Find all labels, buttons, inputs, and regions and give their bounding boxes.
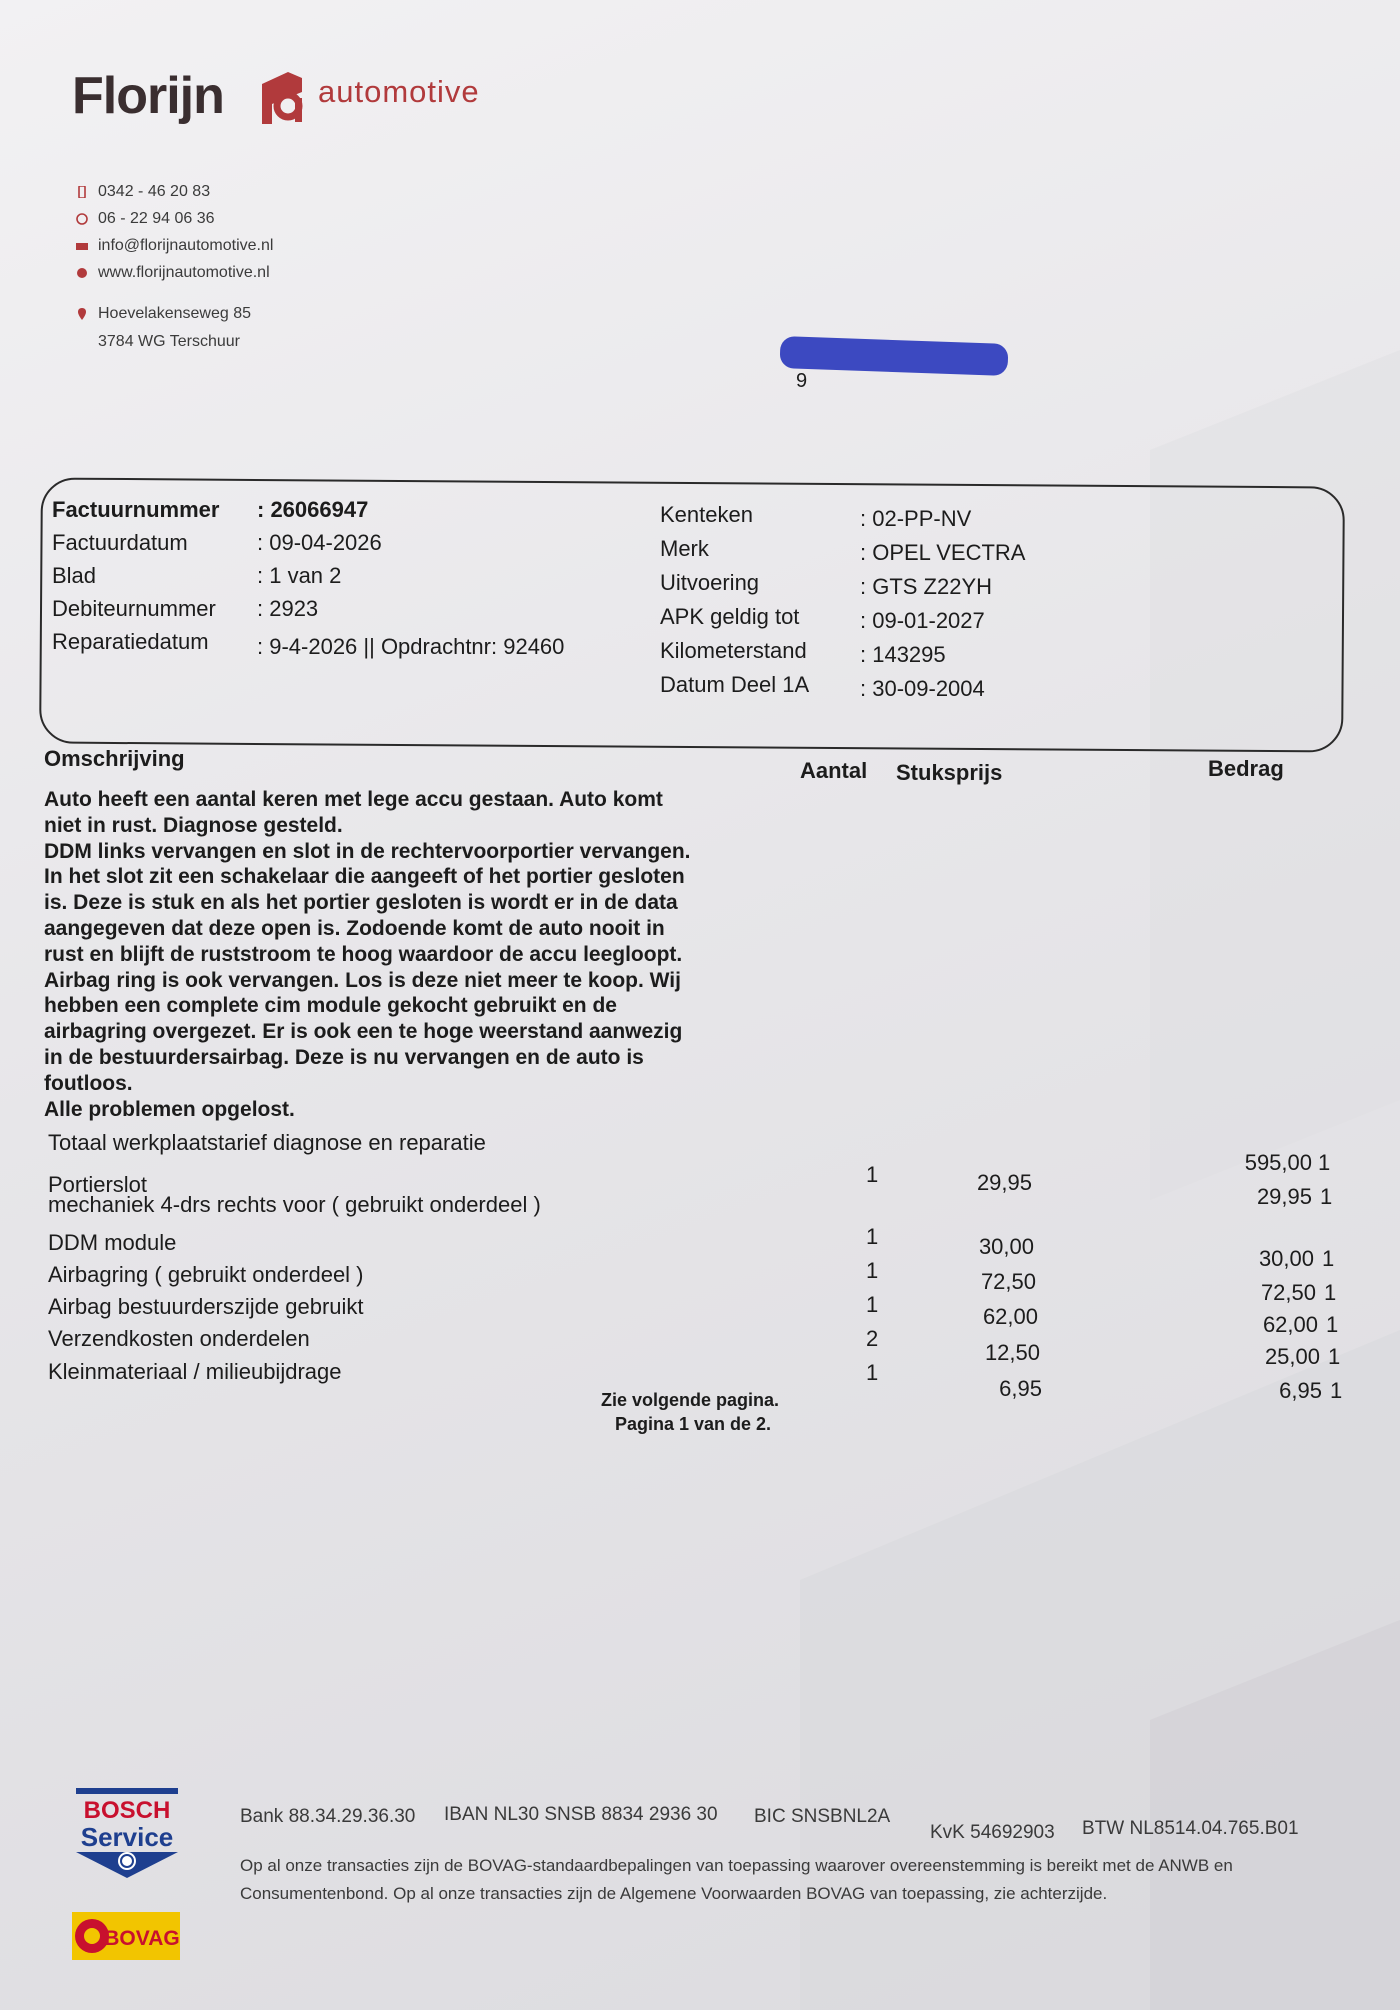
whatsapp-icon: [76, 213, 88, 225]
bovag-badge: [72, 1912, 180, 1960]
factuurnummer-value: : 26066947: [257, 497, 369, 522]
description-line: Alle problemen opgelost.: [44, 1097, 295, 1121]
debiteurnummer-label: Debiteurnummer: [52, 596, 216, 621]
blad-label: Blad: [52, 563, 97, 588]
contact-website: [76, 264, 270, 282]
factuurdatum-value: : 09-04-2026: [257, 530, 382, 555]
line-klein-code: 1: [1330, 1378, 1343, 1403]
line-verzend-bedrag: 25,00: [1264, 1344, 1320, 1369]
line-verzend-aantal: 2: [866, 1326, 879, 1351]
kenteken-value: : 02-PP-NV: [860, 506, 972, 531]
description-line: airbagring overgezet. Er is ook een te hoge weerstand aanwezig: [44, 1020, 683, 1044]
contact-whatsapp: [76, 210, 215, 228]
line-ddm-bedrag: 30,00: [1258, 1246, 1314, 1271]
line-ddm-code: 1: [1322, 1246, 1335, 1271]
merk-label: Merk: [660, 536, 709, 561]
line-verzend-prijs: 12,50: [984, 1340, 1040, 1365]
blad-value: : 1 van 2: [257, 563, 342, 588]
company-logo-name: Florijn: [72, 67, 224, 125]
contact-street: [76, 305, 251, 323]
contact-email: [76, 237, 273, 255]
description-line: foutloos.: [44, 1071, 133, 1095]
uitvoering-value: : GTS Z22YH: [860, 574, 993, 599]
kilometerstand-value: : 143295: [860, 642, 946, 667]
line-portierslot-desc: Portierslot: [48, 1172, 148, 1197]
column-omschrijving: Omschrijving: [44, 746, 185, 771]
phone-number: 0342 - 46 20 83: [98, 183, 211, 200]
terms-text: Op al onze transacties zijn de BOVAG-standaardbepalingen van toepassing waarover overeenstemming is bereikt met de ANWB en Consumentenbond. Op al onze transacties zijn de Algemene Voorwaarden BOVAG van toepassing, zie achterzijde.: [240, 1856, 1233, 1903]
description-line: in de bestuurdersairbag. Deze is nu vervangen en de auto is: [44, 1045, 644, 1069]
description-line: Auto heeft een aantal keren met lege accu gestaan. Auto komt: [44, 788, 663, 811]
next-page-note: Zie volgende pagina.: [600, 1390, 780, 1410]
datum-deel1a-label: Datum Deel 1A: [660, 672, 810, 697]
globe-icon: [76, 267, 88, 279]
bovag-label: BOVAG: [104, 1927, 180, 1950]
iban-number: IBAN NL30 SNSB 8834 2936 30: [444, 1804, 718, 1825]
uitvoering-label: Uitvoering: [660, 570, 760, 595]
kilometerstand-label: Kilometerstand: [660, 638, 807, 663]
line-airbagring-desc: Airbagring ( gebruikt onderdeel ): [48, 1262, 364, 1287]
website-address: www.florijnautomotive.nl: [98, 264, 270, 281]
description-line: niet in rust. Diagnose gesteld.: [44, 813, 343, 837]
line-portierslot-code: 1: [1320, 1184, 1333, 1209]
contact-phone: [76, 183, 210, 201]
reparatiedatum-label: Reparatiedatum: [52, 629, 209, 654]
column-stuksprijs: Stuksprijs: [896, 760, 1003, 785]
bank-number: Bank 88.34.29.36.30: [240, 1806, 416, 1827]
kenteken-label: Kenteken: [660, 502, 753, 527]
description-line: rust en blijft de ruststroom te hoog waardoor de accu leegloopt.: [44, 942, 683, 966]
bosch-label: BOSCH: [83, 1797, 171, 1824]
page-count-note: Pagina 1 van de 2.: [614, 1414, 772, 1434]
line-ddm-prijs: 30,00: [978, 1234, 1034, 1259]
line-airbagring-aantal: 1: [866, 1258, 879, 1283]
factuurdatum-label: Factuurdatum: [52, 530, 188, 555]
line-verzend-desc: Verzendkosten onderdelen: [48, 1326, 310, 1351]
line-portierslot-aantal: 1: [866, 1162, 879, 1187]
merk-value: : OPEL VECTRA: [860, 540, 1026, 565]
column-aantal: Aantal: [800, 758, 868, 783]
city-address: 3784 WG Terschuur: [98, 333, 240, 350]
line-ddm-aantal: 1: [866, 1224, 879, 1249]
datum-deel1a-value: : 30-09-2004: [860, 676, 985, 701]
bic-code: BIC SNSBNL2A: [754, 1806, 891, 1827]
debiteurnummer-value: : 2923: [257, 596, 319, 621]
company-logo-mark-icon: [258, 70, 306, 126]
line-airbagring-code: 1: [1324, 1280, 1337, 1305]
line-airbagring-bedrag: 72,50: [1260, 1280, 1316, 1305]
line-klein-prijs: 6,95: [999, 1376, 1042, 1401]
line-portierslot-bedrag: 29,95: [1256, 1184, 1312, 1209]
phone-icon: [76, 186, 88, 198]
kvk-number: KvK 54692903: [930, 1822, 1055, 1843]
recipient-line: 9: [796, 370, 808, 392]
apk-label: APK geldig tot: [660, 604, 800, 629]
line-airbag-bedrag: 62,00: [1262, 1312, 1318, 1337]
contact-city: [98, 333, 240, 351]
line-portierslot-desc2: mechaniek 4-drs rechts voor ( gebruikt onderdeel ): [48, 1192, 541, 1217]
description-line: In het slot zit een schakelaar die aangeeft of het portier gesloten: [44, 865, 685, 889]
location-pin-icon: [76, 308, 88, 320]
description-line: aangegeven dat deze open is. Zodoende komt de auto nooit in: [44, 916, 665, 940]
line-werkplaats-code: 1: [1318, 1150, 1331, 1175]
description-line: Airbag ring is ook vervangen. Los is deze niet meer te koop. Wij: [44, 968, 681, 992]
column-bedrag: Bedrag: [1208, 756, 1284, 781]
line-klein-desc: Kleinmateriaal / milieubijdrage: [48, 1359, 342, 1384]
mail-icon: [76, 240, 88, 252]
line-verzend-code: 1: [1328, 1344, 1341, 1369]
repair-description: [44, 787, 804, 1122]
description-line: hebben een complete cim module gekocht gebruikt en de: [44, 994, 617, 1018]
whatsapp-number: 06 - 22 94 06 36: [98, 210, 215, 227]
street-address: Hoevelakenseweg 85: [98, 305, 251, 322]
line-portierslot-prijs: 29,95: [976, 1170, 1032, 1195]
line-werkplaats-bedrag: 595,00: [1244, 1150, 1312, 1175]
line-airbag-aantal: 1: [866, 1292, 879, 1317]
line-airbag-code: 1: [1326, 1312, 1339, 1337]
line-klein-aantal: 1: [866, 1360, 879, 1385]
factuurnummer-label: Factuurnummer: [52, 497, 220, 522]
line-airbag-prijs: 62,00: [982, 1304, 1038, 1329]
description-line: DDM links vervangen en slot in de rechtervoorportier vervangen.: [44, 839, 691, 863]
line-airbagring-prijs: 72,50: [980, 1269, 1036, 1294]
bosch-service-badge: [76, 1788, 178, 1878]
email-address: info@florijnautomotive.nl: [98, 237, 274, 254]
apk-value: : 09-01-2027: [860, 608, 985, 633]
line-klein-bedrag: 6,95: [1279, 1378, 1322, 1403]
btw-number: BTW NL8514.04.765.B01: [1082, 1818, 1299, 1839]
description-line: is. Deze is stuk en als het portier gesloten is wordt er in de data: [44, 891, 678, 915]
service-label: Service: [80, 1822, 174, 1852]
reparatiedatum-value: : 9-4-2026 || Opdrachtnr: 92460: [257, 634, 565, 659]
line-airbag-desc: Airbag bestuurderszijde gebruikt: [48, 1294, 364, 1319]
line-ddm-desc: DDM module: [48, 1230, 177, 1255]
line-werkplaats-desc: Totaal werkplaatstarief diagnose en reparatie: [48, 1130, 486, 1155]
company-tagline: automotive: [318, 74, 480, 109]
